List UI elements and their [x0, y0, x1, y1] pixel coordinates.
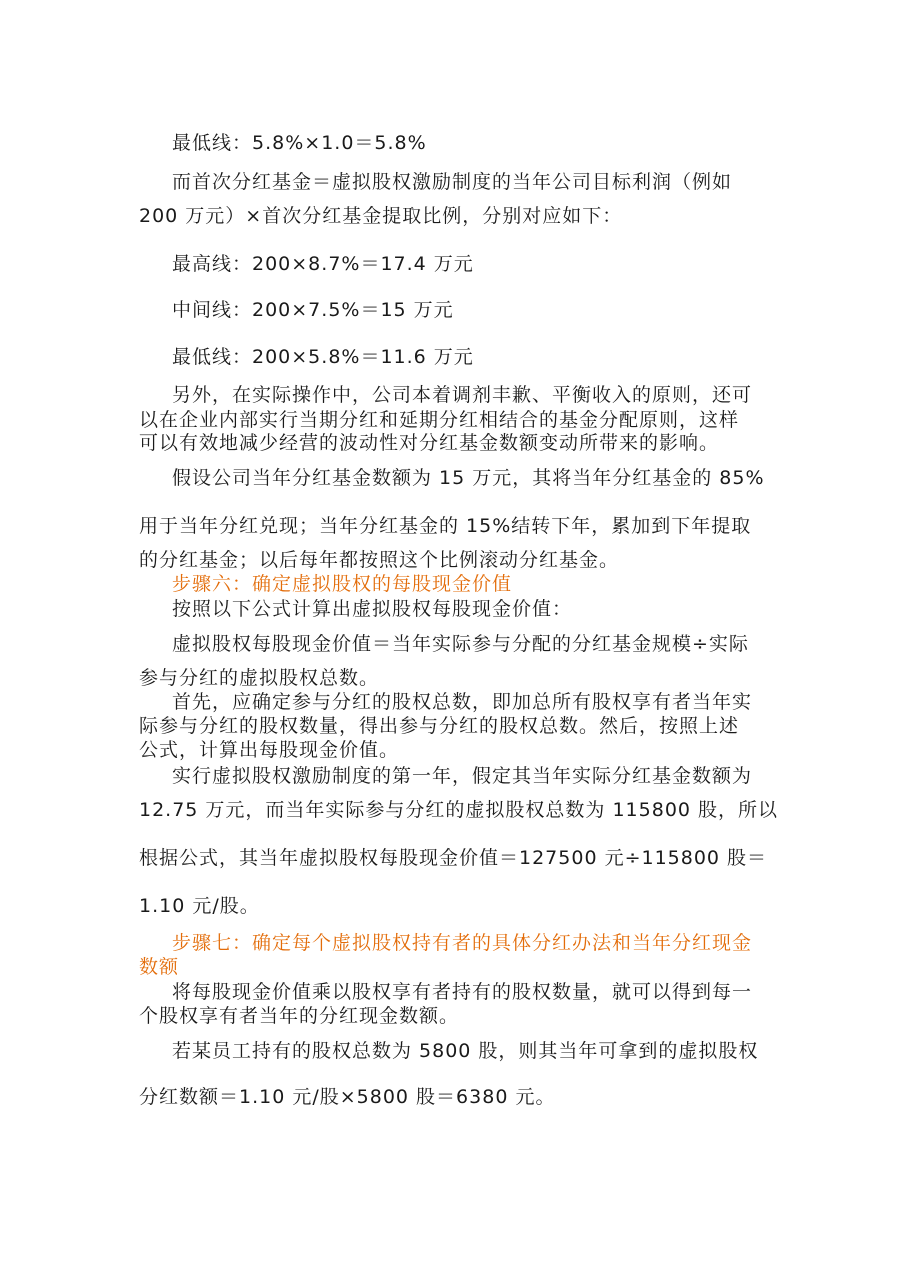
text-line: 按照以下公式计算出虚拟股权每股现金价值： — [172, 598, 573, 620]
text-line: 参与分红的虚拟股权总数。 — [139, 667, 380, 689]
text-line: 根据公式，其当年虚拟股权每股现金价值＝127500 元÷115800 股＝ — [139, 847, 768, 869]
text-line: 个股权享有者当年的分红现金数额。 — [139, 1005, 460, 1027]
text-line: 虚拟股权每股现金价值＝当年实际参与分配的分红基金规模÷实际 — [172, 633, 749, 655]
text-line: 用于当年分红兑现；当年分红基金的 15%结转下年，累加到下年提取 — [139, 515, 752, 537]
text-line: 首先，应确定参与分红的股权总数，即加总所有股权享有者当年实 — [172, 691, 753, 713]
text-line: 中间线：200×7.5%＝15 万元 — [172, 299, 454, 321]
text-line: 将每股现金价值乘以股权享有者持有的股权数量，就可以得到每一 — [172, 981, 753, 1003]
text-line: 的分红基金；以后每年都按照这个比例滚动分红基金。 — [139, 549, 620, 571]
section-heading: 步骤七：确定每个虚拟股权持有者的具体分红办法和当年分红现金 — [172, 932, 753, 954]
section-heading: 数额 — [139, 956, 180, 978]
text-line: 1.10 元/股。 — [139, 895, 260, 917]
text-line: 分红数额＝1.10 元/股×5800 股＝6380 元。 — [139, 1086, 556, 1108]
text-line: 另外，在实际操作中，公司本着调剂丰歉、平衡收入的原则，还可 — [172, 384, 753, 406]
text-line: 200 万元）×首次分红基金提取比例，分别对应如下： — [139, 205, 623, 227]
text-line: 以在企业内部实行当期分红和延期分红相结合的基金分配原则，这样 — [139, 409, 740, 431]
text-line: 假设公司当年分红基金数额为 15 万元，其将当年分红基金的 85% — [172, 467, 765, 489]
section-heading: 步骤六：确定虚拟股权的每股现金价值 — [172, 573, 513, 595]
text-line: 实行虚拟股权激励制度的第一年，假定其当年实际分红基金数额为 — [172, 765, 753, 787]
text-line: 公式，计算出每股现金价值。 — [139, 739, 400, 761]
text-line: 最低线：200×5.8%＝11.6 万元 — [172, 346, 474, 368]
text-line: 可以有效地减少经营的波动性对分红基金数额变动所带来的影响。 — [139, 432, 720, 454]
text-line: 12.75 万元，而当年实际参与分红的虚拟股权总数为 115800 股，所以 — [139, 799, 779, 821]
text-line: 最高线：200×8.7%＝17.4 万元 — [172, 253, 474, 275]
text-line: 际参与分红的股权数量，得出参与分红的股权总数。然后，按照上述 — [139, 715, 740, 737]
text-line: 而首次分红基金＝虚拟股权激励制度的当年公司目标利润（例如 — [172, 171, 733, 193]
text-line: 最低线：5.8%×1.0＝5.8% — [172, 132, 427, 154]
text-line: 若某员工持有的股权总数为 5800 股，则其当年可拿到的虚拟股权 — [172, 1040, 759, 1062]
